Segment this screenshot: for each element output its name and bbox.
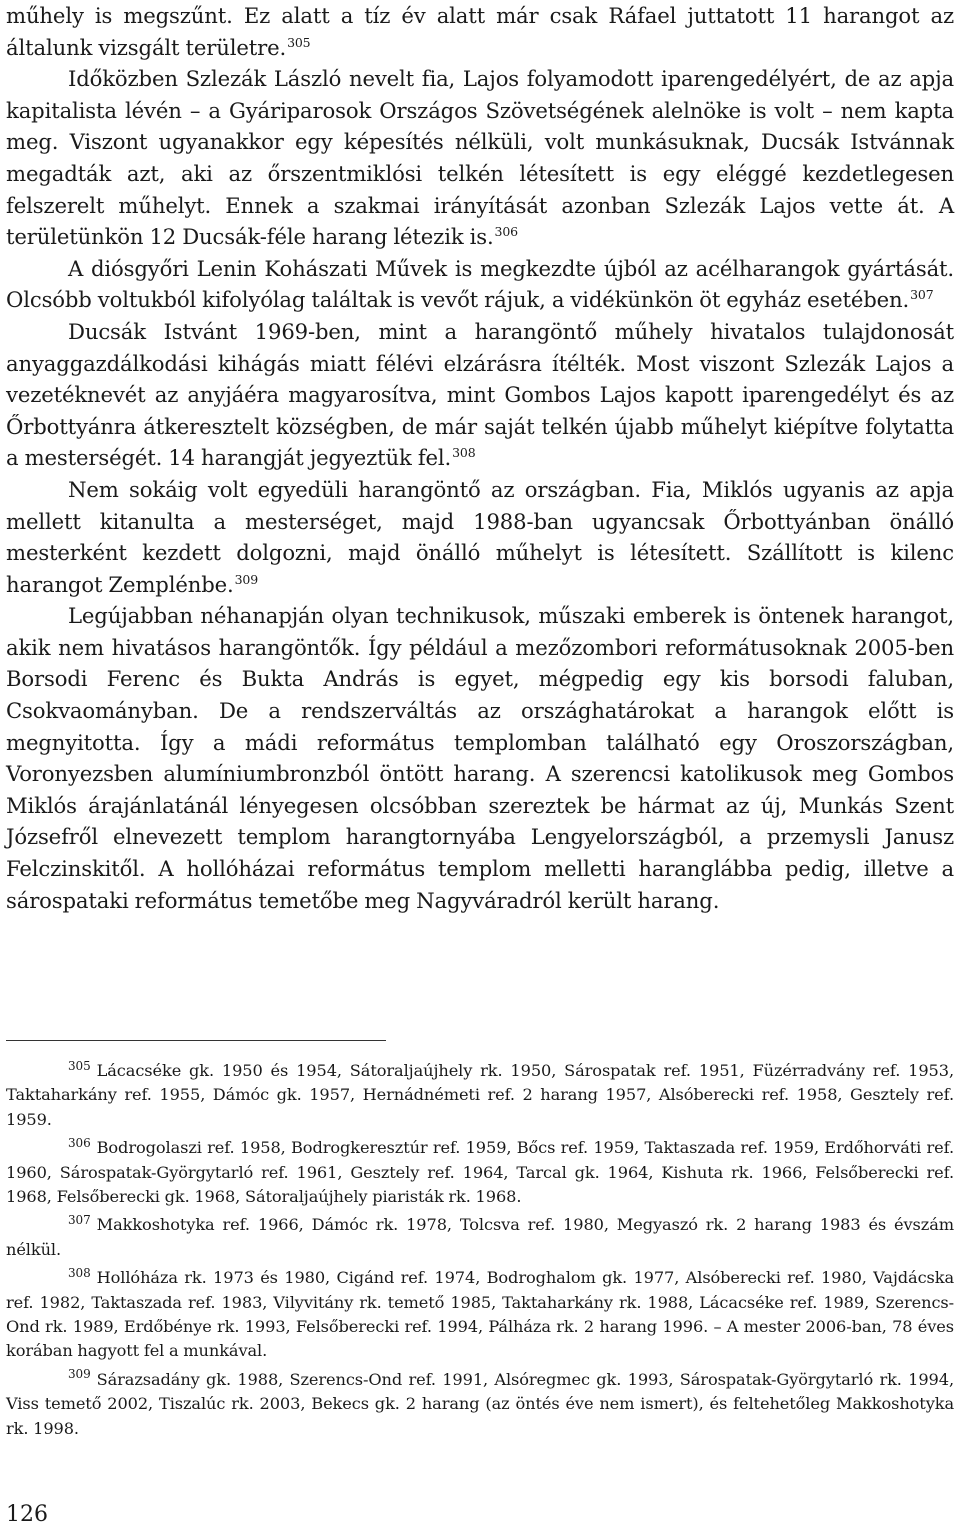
paragraph-text: Nem sokáig volt egyedüli harangöntő az országban. Fia, Miklós ugyanis az apja mellett kitanulta a mesterséget, majd 1988-ban ugyancsak Őrbottyánban önálló mesterként kezdett dolgozni, majd önálló műhelyt is létesített. Szállított is kilenc harangot Zemplénbe. <box>6 476 954 597</box>
footnote-number: 309 <box>68 1367 91 1382</box>
footnote-text: Lácacséke gk. 1950 és 1954, Sátoraljaújhely rk. 1950, Sárospatak ref. 1951, Füzérradvány ref. 1953, Taktaharkány ref. 1955, Dámóc gk. 1957, Hernádnémeti ref. 2 harang 1957, Alsóberecki ref. 1958, Gesztely ref. 1959. <box>6 1061 954 1129</box>
footnotes <box>6 1059 954 1445</box>
footnote <box>6 1213 954 1262</box>
footnote <box>6 1059 954 1132</box>
footnote-ref[interactable]: 309 <box>234 571 259 587</box>
main-text <box>6 0 954 916</box>
footnote-text: Hollóháza rk. 1973 és 1980, Cigánd ref. 1974, Bodroghalom gk. 1977, Alsóberecki ref. 1980, Vajdácska ref. 1982, Taktaszada ref. 1983, Vilyvitány rk. temető 1985, Taktaharkány rk. 1988, Lácacséke ref. 1989, Szerencs-Ond rk. 1989, Erdőbénye rk. 1993, Felsőberecki ref. 1994, Pálháza rk. 2 harang 1996. – A mester 2006-ban, 78 éves korában hagyott fel a munkával. <box>6 1268 954 1361</box>
paragraph <box>6 474 954 600</box>
footnote-number: 307 <box>68 1213 91 1228</box>
paragraph <box>6 316 954 474</box>
paragraph-text: Legújabban néhanapján olyan technikusok, műszaki emberek is öntenek harangot, akik nem hivatásos harangöntők. Így például a mezőzombori reformátusoknak 2005-ben Borsodi Ferenc és Bukta András is egyet, mégpedig egy kis borsodi faluban, Csokvaományban. De a rendszerváltás az országhatárokat a harangok előtt is megnyitotta. Így a mádi református templomban található egy Oroszországban, Voronyezsben alumíniumbronzból öntött harang. A szerencsi katolikusok meg Gombos Miklós árajánlatánál lényegesen olcsóbban szereztek be hármat az új, Munkás Szent Józsefről elnevezett templom harangtornyába Lengyelországból, a przemysli Janusz Felczinskitől. A hollóházai református templom melletti haranglábba pedig, illetve a sárospataki református temetőbe meg Nagyváradról került harang. <box>6 603 954 913</box>
paragraph-text: Időközben Szlezák László nevelt fia, Lajos folyamodott iparengedélyért, de az apja kapitalista lévén – a Gyáriparosok Országos Szövetségének alelnöke is volt – nem kapta meg. Viszont ugyanakkor egy képesítés nélküli, volt munkásuknak, Ducsák Istvánnak megadták azt, aki az őrszentmiklósi telkén létesített is egy eléggé kezdetlegesen felszerelt műhelyt. Ennek a szakmai irányítását azonban Szlezák Lajos vette át. A területünkön 12 Ducsák-féle harang létezik is. <box>6 66 954 250</box>
footnote-number: 306 <box>68 1135 91 1150</box>
footnote <box>6 1368 954 1441</box>
footnote-text: Sárazsadány gk. 1988, Szerencs-Ond ref. 1991, Alsóregmec gk. 1993, Sárospatak-Györgytarló rk. 1994, Viss temető 2002, Tiszalúc rk. 2003, Bekecs gk. 2 harang (az öntés éve nem ismert), és feltehetőleg Makkoshotyka rk. 1998. <box>6 1369 954 1438</box>
footnote-text: Bodrogolaszi ref. 1958, Bodrogkeresztúr ref. 1959, Bőcs ref. 1959, Taktaszada ref. 1959, Erdőhorváti ref. 1960, Sárospatak-Györgytarló ref. 1961, Gesztely ref. 1964, Tarcal gk. 1964, Kishuta rk. 1966, Felsőberecki ref. 1968, Felsőberecki gk. 1968, Sátoraljaújhely piaristák rk. 1968. <box>6 1138 954 1207</box>
paragraph-text: műhely is megszűnt. Ez alatt a tíz év alatt már csak Ráfael juttatott 11 harangot az általunk vizsgált területre. <box>6 3 954 60</box>
footnote-ref[interactable]: 305 <box>287 34 311 50</box>
paragraph-text: A diósgyőri Lenin Kohászati Művek is megkezdte újból az acélharangok gyártását. Olcsóbb voltukból kifolyólag találtak is vevőt rájuk, a vidékünkön öt egyház esetében. <box>6 255 954 313</box>
footnote-number: 305 <box>68 1058 91 1073</box>
footnote-number: 308 <box>68 1265 91 1280</box>
paragraph <box>6 0 954 63</box>
footnote-text: Makkoshotyka ref. 1966, Dámóc rk. 1978, Tolcsva ref. 1980, Megyaszó rk. 2 harang 1983 és évszám nélkül. <box>6 1215 954 1259</box>
footnote-separator <box>6 1040 386 1041</box>
footnote-ref[interactable]: 307 <box>910 287 934 303</box>
paragraph <box>6 63 954 253</box>
paragraph <box>6 600 954 916</box>
paragraph-text: Ducsák Istvánt 1969-ben, mint a harangöntő műhely hivatalos tulajdonosát anyaggazdálkodási kihágás miatt félévi elzárásra ítélték. Most viszont Szlezák Lajos a vezetéknevét az anyjáéra magyarosítva, mint Gombos Lajos kapott iparengedélyt és az Őrbottyánra átkeresztelt községben, de már saját telkén újabb műhelyt kiépítve folytatta a mesterségét. 14 harangját jegyeztük fel. <box>6 318 954 471</box>
paragraph <box>6 253 954 316</box>
footnote-ref[interactable]: 308 <box>452 445 476 461</box>
page-number: 126 <box>6 1502 48 1527</box>
footnote <box>6 1136 954 1209</box>
footnote <box>6 1266 954 1364</box>
footnote-ref[interactable]: 306 <box>494 224 518 240</box>
